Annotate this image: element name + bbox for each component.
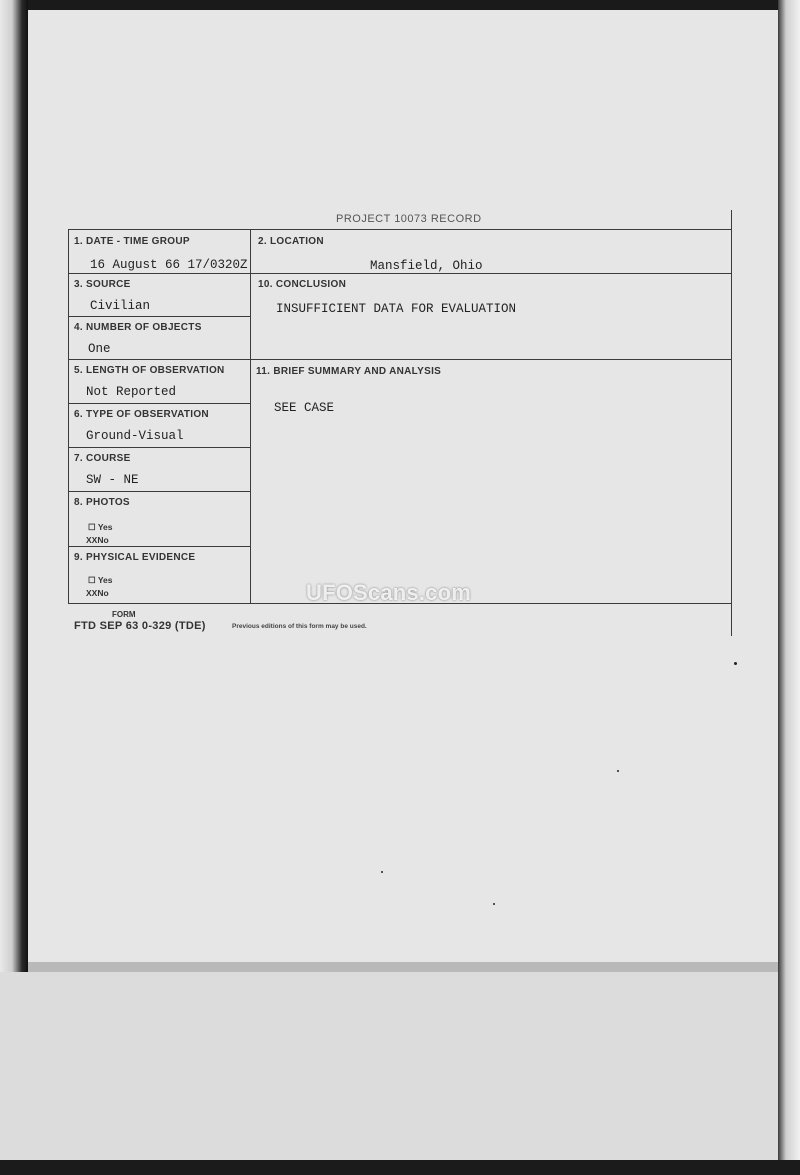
photos-no-checkbox: XXNo <box>86 535 109 545</box>
speck <box>493 903 495 905</box>
form-title: PROJECT 10073 RECORD <box>336 213 482 225</box>
length-of-observation-label: 5. LENGTH OF OBSERVATION <box>74 365 225 376</box>
summary-label: 11. BRIEF SUMMARY AND ANALYSIS <box>256 366 442 377</box>
course-label: 7. COURSE <box>74 453 131 464</box>
location-label: 2. LOCATION <box>258 236 324 247</box>
date-time-group-label: 1. DATE - TIME GROUP <box>74 236 190 247</box>
length-of-observation-value: Not Reported <box>86 385 177 399</box>
physical-evidence-yes-checkbox: ☐ Yes <box>88 575 113 585</box>
underlying-sheet <box>0 972 778 1162</box>
watermark: UFOScans.com <box>306 580 472 605</box>
location-value: Mansfield, Ohio <box>370 259 483 273</box>
course-value: SW - NE <box>86 473 139 487</box>
physical-evidence-label: 9. PHYSICAL EVIDENCE <box>74 552 196 563</box>
number-of-objects-value: One <box>88 342 111 356</box>
photos-label: 8. PHOTOS <box>74 497 130 508</box>
scan-bottom-edge <box>0 1160 800 1175</box>
document-page <box>28 10 780 965</box>
source-label: 3. SOURCE <box>74 279 131 290</box>
footer-form-word: FORM <box>112 610 136 619</box>
speck <box>734 662 737 665</box>
summary-value: SEE CASE <box>274 401 335 415</box>
footer-note: Previous editions of this form may be used. <box>232 623 367 630</box>
footer-form-code: FTD SEP 63 0-329 (TDE) <box>74 620 206 632</box>
conclusion-label: 10. CONCLUSION <box>258 279 347 290</box>
speck <box>381 871 383 873</box>
photos-yes-checkbox: ☐ Yes <box>88 522 113 532</box>
type-of-observation-label: 6. TYPE OF OBSERVATION <box>74 409 209 420</box>
source-value: Civilian <box>90 299 151 313</box>
speck <box>617 770 619 772</box>
type-of-observation-value: Ground-Visual <box>86 429 184 443</box>
number-of-objects-label: 4. NUMBER OF OBJECTS <box>74 322 202 333</box>
date-time-group-value: 16 August 66 17/0320Z <box>90 258 248 272</box>
physical-evidence-no-checkbox: XXNo <box>86 588 109 598</box>
conclusion-value: INSUFFICIENT DATA FOR EVALUATION <box>276 302 517 316</box>
scan-right-edge <box>778 0 800 1175</box>
